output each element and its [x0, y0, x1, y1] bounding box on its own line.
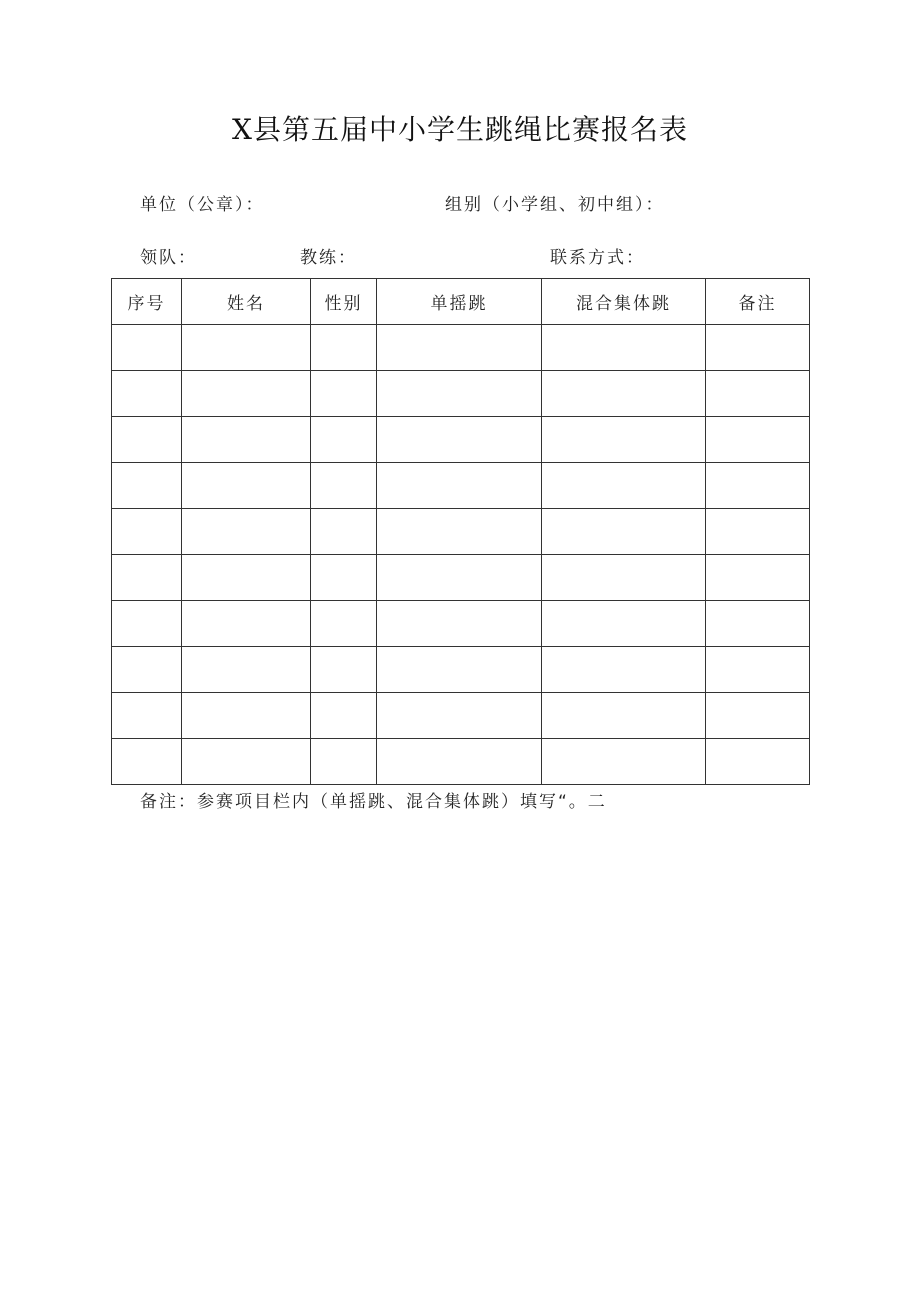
table-cell-group-rope[interactable] — [542, 509, 706, 555]
table-cell-name[interactable] — [182, 555, 311, 601]
table-cell-group-rope[interactable] — [542, 555, 706, 601]
group-field-label: 组别（小学组、初中组）： — [445, 195, 665, 215]
table-cell-remarks[interactable] — [706, 647, 810, 693]
table-cell-name[interactable] — [182, 601, 311, 647]
table-cell-name[interactable] — [182, 693, 311, 739]
table-cell-name[interactable] — [182, 509, 311, 555]
page-title: X县第五届中小学生跳绳比赛报名表 — [232, 113, 688, 146]
table-cell-index[interactable] — [112, 417, 182, 463]
registration-table — [111, 278, 810, 785]
table-cell-remarks[interactable] — [706, 417, 810, 463]
table-cell-name[interactable] — [182, 739, 311, 785]
table-cell-gender[interactable] — [311, 693, 377, 739]
table-row — [112, 371, 810, 417]
table-cell-name[interactable] — [182, 463, 311, 509]
table-cell-name[interactable] — [182, 371, 311, 417]
table-cell-single-rope[interactable] — [377, 509, 542, 555]
table-cell-single-rope[interactable] — [377, 647, 542, 693]
table-cell-index[interactable] — [112, 555, 182, 601]
table-cell-gender[interactable] — [311, 417, 377, 463]
table-cell-single-rope[interactable] — [377, 371, 542, 417]
table-cell-gender[interactable] — [311, 739, 377, 785]
table-cell-index[interactable] — [112, 647, 182, 693]
table-cell-index[interactable] — [112, 325, 182, 371]
table-cell-gender[interactable] — [311, 325, 377, 371]
table-row — [112, 509, 810, 555]
table-cell-index[interactable] — [112, 509, 182, 555]
table-row — [112, 463, 810, 509]
table-header-row — [112, 279, 810, 325]
table-row — [112, 325, 810, 371]
table-cell-gender[interactable] — [311, 463, 377, 509]
table-cell-single-rope[interactable] — [377, 325, 542, 371]
table-cell-single-rope[interactable] — [377, 739, 542, 785]
table-cell-single-rope[interactable] — [377, 601, 542, 647]
table-cell-gender[interactable] — [311, 509, 377, 555]
contact-field-label: 联系方式： — [550, 248, 645, 268]
table-cell-index[interactable] — [112, 693, 182, 739]
table-cell-group-rope[interactable] — [542, 463, 706, 509]
table-cell-group-rope[interactable] — [542, 417, 706, 463]
table-row — [112, 555, 810, 601]
table-cell-name[interactable] — [182, 325, 311, 371]
table-row — [112, 647, 810, 693]
header-cell-remarks: 备注 — [706, 279, 810, 325]
table-row — [112, 739, 810, 785]
table-cell-remarks[interactable] — [706, 371, 810, 417]
table-cell-gender[interactable] — [311, 601, 377, 647]
leader-field-label: 领队： — [140, 248, 197, 268]
table-cell-remarks[interactable] — [706, 463, 810, 509]
header-cell-index: 序号 — [112, 279, 182, 325]
unit-field-label: 单位（公章）： — [140, 195, 265, 215]
table-cell-name[interactable] — [182, 417, 311, 463]
table-cell-single-rope[interactable] — [377, 417, 542, 463]
table-cell-index[interactable] — [112, 601, 182, 647]
footnote: 备注：参赛项目栏内（单摇跳、混合集体跳）填写“。二 — [140, 792, 607, 812]
table-cell-remarks[interactable] — [706, 693, 810, 739]
table-cell-group-rope[interactable] — [542, 693, 706, 739]
table-row — [112, 601, 810, 647]
table-cell-gender[interactable] — [311, 647, 377, 693]
table-row — [112, 417, 810, 463]
table-cell-group-rope[interactable] — [542, 647, 706, 693]
table-cell-remarks[interactable] — [706, 555, 810, 601]
header-cell-gender: 性别 — [311, 279, 377, 325]
table-cell-group-rope[interactable] — [542, 371, 706, 417]
header-cell-name: 姓名 — [182, 279, 311, 325]
table-cell-remarks[interactable] — [706, 325, 810, 371]
table-cell-gender[interactable] — [311, 371, 377, 417]
table-cell-remarks[interactable] — [706, 509, 810, 555]
table-cell-group-rope[interactable] — [542, 739, 706, 785]
table-cell-group-rope[interactable] — [542, 601, 706, 647]
table-cell-index[interactable] — [112, 739, 182, 785]
table-cell-name[interactable] — [182, 647, 311, 693]
table-cell-remarks[interactable] — [706, 739, 810, 785]
header-cell-group-rope: 混合集体跳 — [542, 279, 706, 325]
table-cell-single-rope[interactable] — [377, 555, 542, 601]
coach-field-label: 教练： — [300, 248, 357, 268]
table-cell-group-rope[interactable] — [542, 325, 706, 371]
table-cell-single-rope[interactable] — [377, 693, 542, 739]
table-row — [112, 693, 810, 739]
header-cell-single-rope: 单摇跳 — [377, 279, 542, 325]
table-cell-single-rope[interactable] — [377, 463, 542, 509]
table-cell-remarks[interactable] — [706, 601, 810, 647]
table-cell-gender[interactable] — [311, 555, 377, 601]
table-cell-index[interactable] — [112, 463, 182, 509]
table-cell-index[interactable] — [112, 371, 182, 417]
